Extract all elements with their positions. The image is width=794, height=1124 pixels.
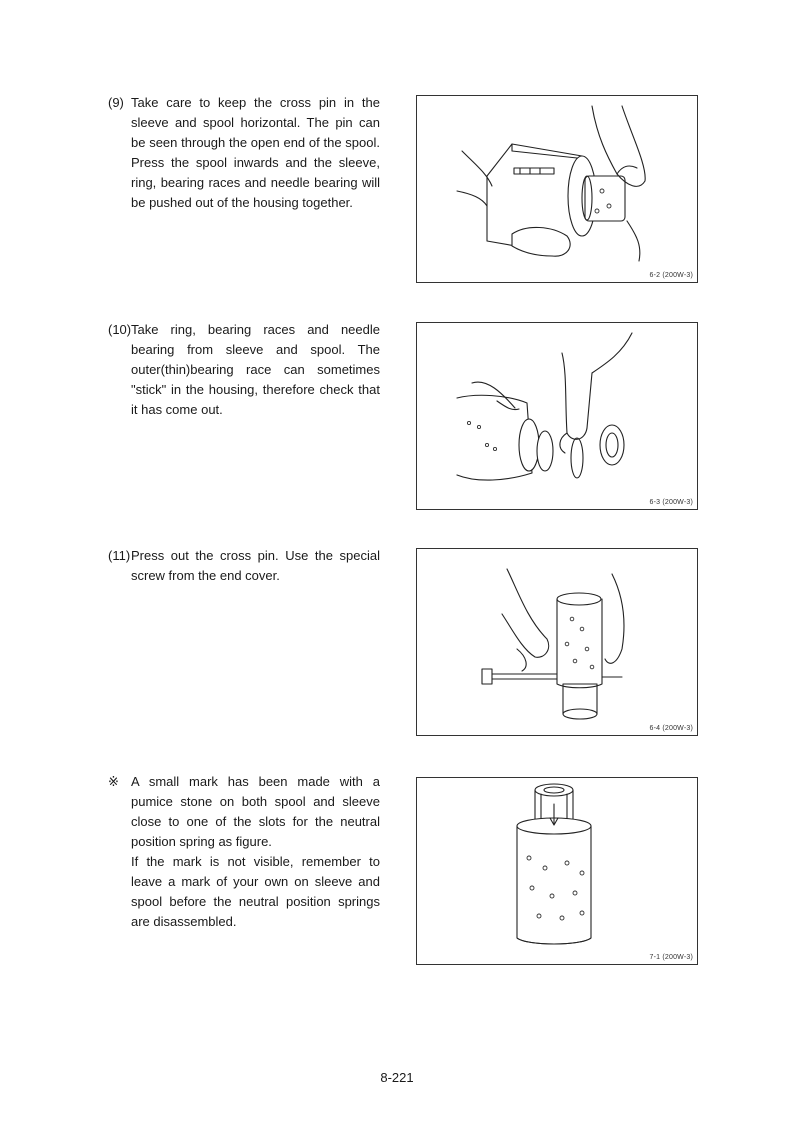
note-text [131,772,380,932]
step-text [131,546,380,586]
step-number: (11) [108,548,131,563]
figure-6-3-illustration [417,323,697,509]
figure-6-3 [416,322,698,510]
note-paragraph: If the mark is not visible, remember to leave a mark of your own on sleeve and spool before the neutral position springs are disassembled. [131,854,380,929]
figure-caption: 6-3 (200W-3) [649,499,693,506]
figure-caption: 6-4 (200W-3) [649,725,693,732]
figure-7-1-illustration [417,778,697,964]
step-9 [108,93,380,213]
step-number: (9) [108,95,124,110]
note-symbol: ※ [108,774,119,789]
figure-6-4 [416,548,698,736]
step-10 [108,320,380,420]
step-paragraph: Take care to keep the cross pin in the sleeve and spool horizontal. The pin can be seen through the open end of the spool. Press the spool inwards and the sleeve, ring, bearing races and needle bearing will be pushed out of the housing together. [131,95,380,210]
note-paragraph: A small mark has been made with a pumice stone on both spool and sleeve close to one of the slots for the neutral position spring as figure. [131,774,380,849]
step-paragraph: Take ring, bearing races and needle bearing from sleeve and spool. The outer(thin)bearing race can sometimes "stick" in the housing, therefore check that it has come out. [131,322,380,417]
page-number: 8-221 [380,1070,414,1085]
figure-6-2 [416,95,698,283]
step-number: (10) [108,322,132,337]
note-mark [108,772,380,932]
figure-7-1 [416,777,698,965]
figure-caption: 7-1 (200W-3) [649,954,693,961]
figure-6-2-illustration [417,96,697,282]
step-text [131,320,380,420]
step-text [131,93,380,213]
figure-caption: 6-2 (200W-3) [649,272,693,279]
step-paragraph: Press out the cross pin. Use the special screw from the end cover. [131,548,380,583]
figure-6-4-illustration [417,549,697,735]
step-11 [108,546,380,586]
